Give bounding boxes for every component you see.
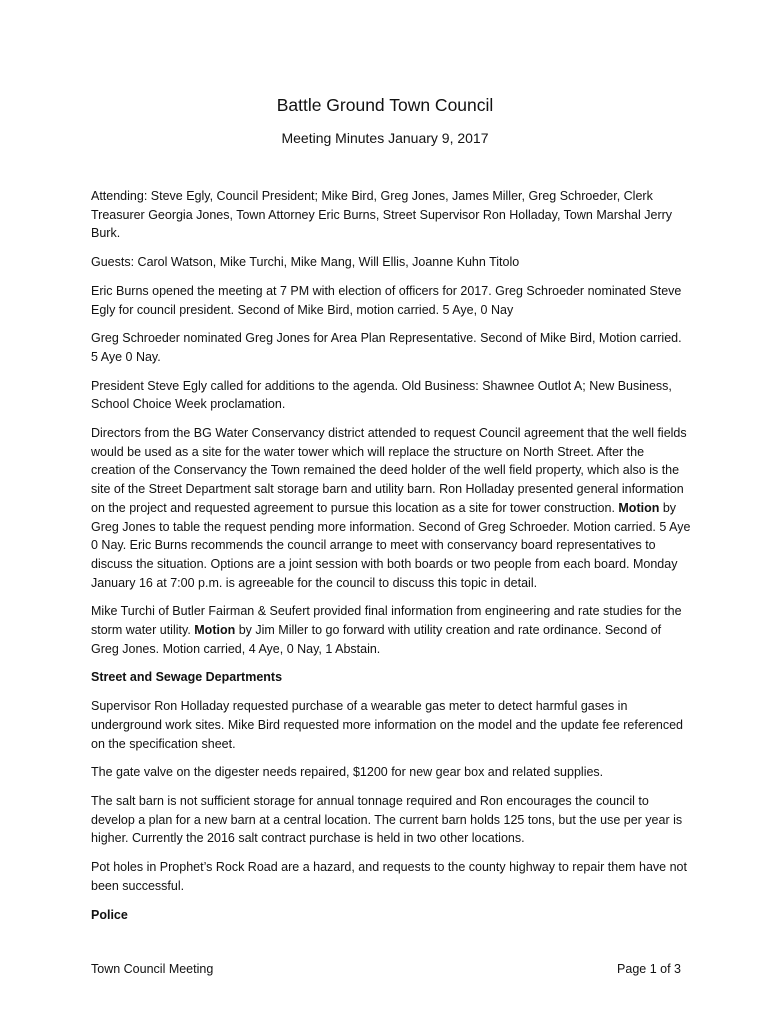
paragraph-guests: Guests: Carol Watson, Mike Turchi, Mike Mang, Will Ellis, Joanne Kuhn Titolo — [91, 255, 520, 270]
water-text-pre: Directors from the BG Water Conservancy district attended to request Council agreement that the well fields would be used as a site for the water tower which will replace the structure on North Street. After the creation of the Conservancy the Town remained the deed holder of the well field property, which also is the site of the Street Department salt storage barn and utility barn. Ron Holladay presented general information on the project and requested agreement to pursue this location as a site for tower construction. — [91, 426, 687, 515]
paragraph-water-tower — [91, 424, 691, 592]
section-heading-street-sewage: Street and Sewage Departments — [91, 670, 283, 685]
paragraph-pot-holes: Pot holes in Prophet’s Rock Road are a hazard, and requests to the county highway to repair them have not been successful. — [91, 860, 687, 893]
section-heading-police: Police — [91, 907, 128, 922]
motion-label: Motion — [618, 500, 660, 515]
paragraph-gate-valve: The gate valve on the digester needs repaired, $1200 for new gear box and related supplies. — [91, 765, 604, 780]
page-number: Page 1 of 3 — [617, 962, 681, 976]
water-text-post: by Greg Jones to table the request pending more information. Second of Greg Schroeder. Motion carried. 5 Aye 0 Nay. Eric Burns recommends the council arrange to meet with conservancy board representatives to discuss the situation. Options are a joint session with both boards or two people from each board. Monday January 16 at 7:00 p.m. is agreeable for the council to discuss this topic in detail. — [91, 500, 691, 590]
paragraph-opening: Eric Burns opened the meeting at 7 PM with election of officers for 2017. Greg Schroeder nominated Steve Egly for council president. Second of Mike Bird, motion carried. 5 Aye, 0 Nay — [91, 283, 682, 317]
footer-title: Town Council Meeting — [91, 962, 214, 976]
motion-label: Motion — [194, 623, 236, 638]
paragraph-attending: Attending: Steve Egly, Council President; Mike Bird, Greg Jones, James Miller, Greg Schroeder, Clerk Treasurer Georgia Jones, Town Attorney Eric Burns, Street Supervisor Ron Holladay, Town Marshal Jerry Burk. — [91, 189, 673, 241]
document-title: Battle Ground Town Council — [276, 95, 494, 115]
paragraph-gas-meter: Supervisor Ron Holladay requested purchase of a wearable gas meter to detect harmful gases in underground work sites. Mike Bird requested more information on the model and the update fee referenced on the specification sheet. — [91, 699, 684, 751]
paragraph-salt-barn: The salt barn is not sufficient storage for annual tonnage required and Ron encourages the council to develop a plan for a new barn at a central location. The current barn holds 125 tons, but the use per year is higher. Currently the 2016 salt contract purchase is held in two other locations. — [91, 793, 683, 846]
paragraph-storm-water — [91, 602, 691, 658]
paragraph-agenda: President Steve Egly called for additions to the agenda. Old Business: Shawnee Outlot A; New Business, School Choice Week proclamation. — [91, 378, 672, 412]
storm-text-post: by Jim Miller to go forward with utility creation and rate ordinance. Second of Greg Jones. Motion carried, 4 Aye, 0 Nay, 1 Abstain. — [91, 623, 662, 656]
storm-text-pre: Mike Turchi of Butler Fairman & Seufert provided final information from engineering and rate studies for the storm water utility. — [91, 604, 682, 638]
document-body — [91, 187, 691, 934]
paragraph-area-plan: Greg Schroeder nominated Greg Jones for Area Plan Representative. Second of Mike Bird, Motion carried. 5 Aye 0 Nay. — [91, 331, 682, 364]
document-subtitle: Meeting Minutes January 9, 2017 — [281, 130, 489, 146]
